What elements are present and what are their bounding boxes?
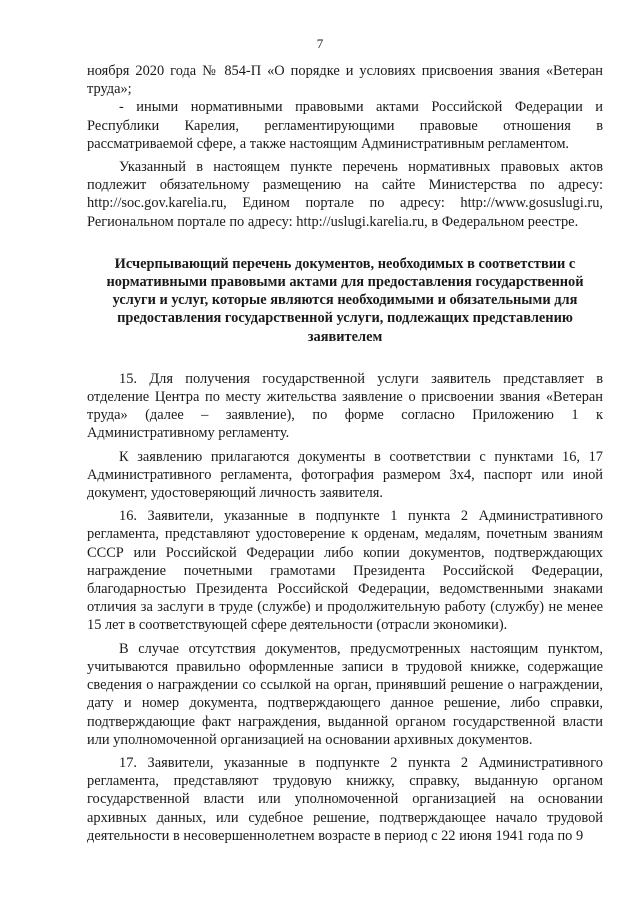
section-heading: Исчерпывающий перечень документов, необходимых в соответствии с нормативными правовыми актами для предоставления государственной услуги и услуг, которые являются необходимыми и обязательными для предоставления государственной услуги, подлежащих представлению заявителем: [106, 255, 584, 345]
page-number: 7: [316, 36, 324, 51]
paragraph-item-17: 17. Заявители, указанные в подпункте 2 пункта 2 Административного регламента, представляют трудовую книжку, справку, выданную органом государственной власти или уполномоченной организацией на основании архивных данных, или судебное решение, подтверждающее начало трудовой деятельности в несовершеннолетнем возрасте в период с 22 июня 1941 года по 9: [87, 754, 603, 844]
paragraph-item-16: 16. Заявители, указанные в подпункте 1 пункта 2 Административного регламента, представляют удостоверение к орденам, медалям, почетным званиям СССР или Российской Федерации либо копии документов, подтверждающих награждение почетными грамотами Президента Российской Федерации, благодарностью Президента Российской Федерации, ведомственными знаками отличия за заслуги в труде (службе) и продолжительную работу (службу) не менее 15 лет в соответствующей сфере деятельности (отрасли экономики).: [87, 508, 603, 634]
paragraph-item-15: 15. Для получения государственной услуги заявитель представляет в отделение Центра по месту жительства заявление о присвоении звания «Ветеран труда» (далее – заявление), по форме согласно Приложению 1 к Административному регламенту.: [87, 370, 603, 442]
document-body: [87, 62, 603, 845]
paragraph-absence-of-documents: В случае отсутствия документов, предусмотренных настоящим пунктом, учитываются правильно оформленные записи в трудовой книжке, содержащие сведения о награждении со ссылкой на орган, принявший решение о награждении, дату и номер документа, подтверждающего данное решение, либо справки, подтверждающие факт награждения, выданной органом государственной власти или уполномоченной организацией на основании архивных документов.: [87, 640, 603, 748]
paragraph-attachments: К заявлению прилагаются документы в соответствии с пунктами 16, 17 Административного регламента, фотография размером 3х4, паспорт или иной документ, удостоверяющий личность заявителя.: [87, 448, 603, 502]
paragraph-continuation: ноября 2020 года № 854-П «О порядке и условиях присвоения звания «Ветеран труда»;: [87, 63, 603, 98]
paragraph-other-acts: - иными нормативными правовыми актами Российской Федерации и Республики Карелия, регламентирующими правовые отношения в рассматриваемой сфере, а также настоящим Административным регламентом.: [87, 99, 603, 152]
paragraph-acts-publication: Указанный в настоящем пункте перечень нормативных правовых актов подлежит обязательному размещению на сайте Министерства по адресу: http://soc.gov.karelia.ru, Едином портале по адресу: http://www.gosuslugi.ru, Региональном портале по адресу: http://uslugi.karelia.ru, в Федеральном реестре.: [87, 159, 603, 230]
